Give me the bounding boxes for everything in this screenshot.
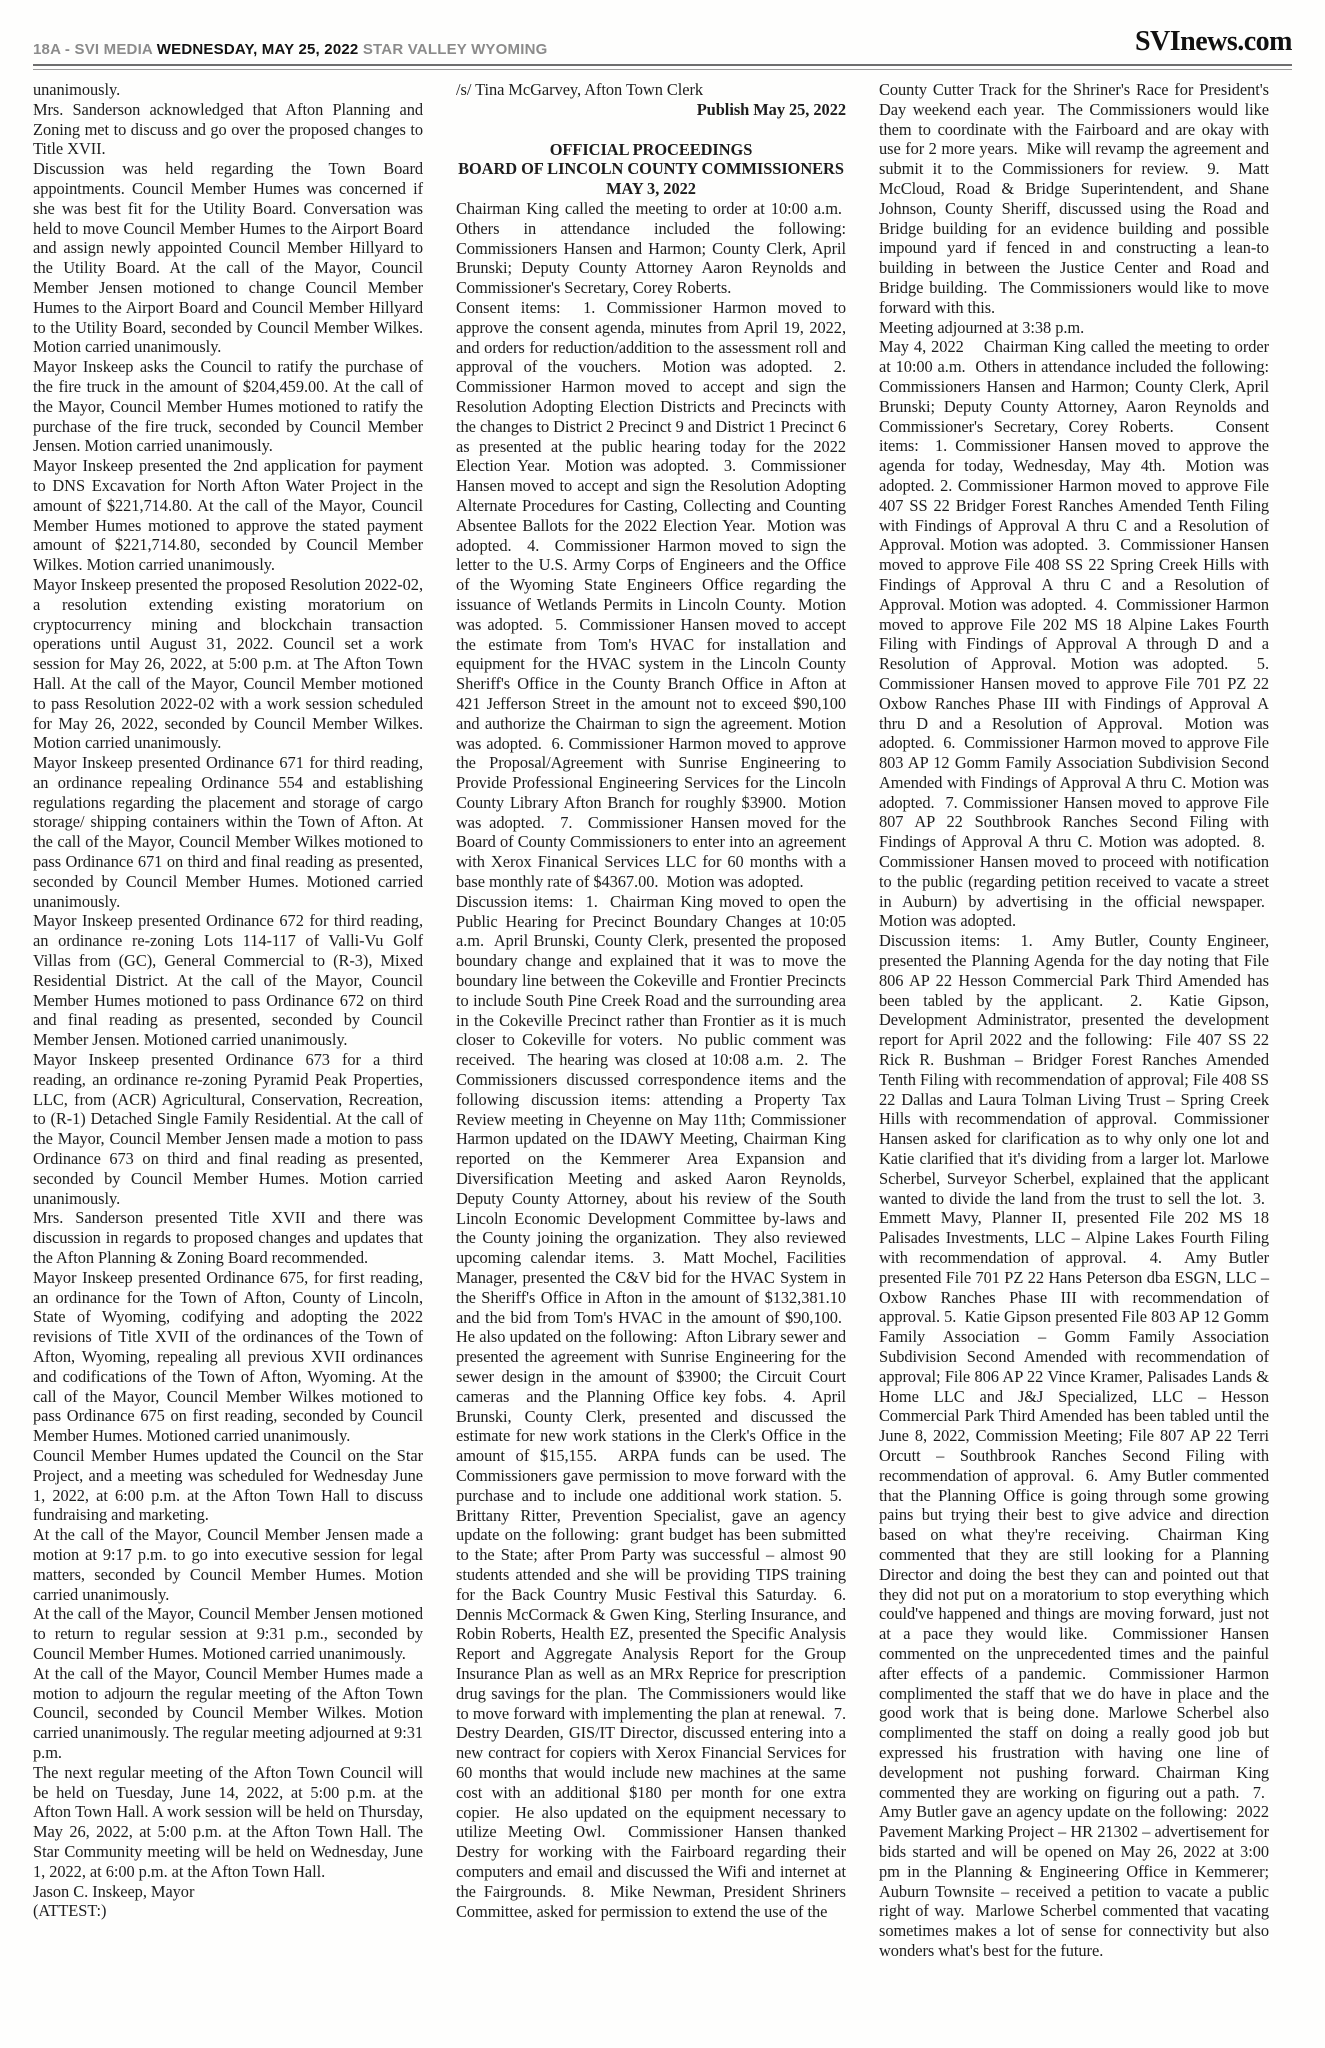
paragraph: Mrs. Sanderson acknowledged that Afton Planning and Zoning met to discuss and go over the proposed changes to Title XVII. (33, 99, 423, 159)
paragraph: May 4, 2022 Chairman King called the meeting to order at 10:00 a.m. Others in attendance included the following: Commissioners Hansen and Harmon; County Clerk, April Brunski; Deputy County Attorney, Aaron Reynolds and Commissioner's Secretary, Corey Roberts. Consent items: 1. Commissioner Hansen moved to approve the agenda for today, Wednesday, May 4th. Motion was adopted. 2. Commissioner Harmon moved to approve File 407 SS 22 Bridger Forest Ranches Amended Tenth Filing with Findings of Approval A thru C and a Resolution of Approval. Motion was adopted. 3. Commissioner Hansen moved to approve File 408 SS 22 Spring Creek Hills with Findings of Approval A thru C and a Resolution of Approval. Motion was adopted. 4. Commissioner Harmon moved to approve File 202 MS 18 Alpine Lakes Fourth Filing with Findings of Approval A through D and a Resolution of Approval. Motion was adopted. 5. Commissioner Hansen moved to approve File 701 PZ 22 Oxbow Ranches Phase III with Findings of Approval A thru D and a Resolution of Approval. Motion was adopted. 6. Commissioner Harmon moved to approve File 803 AP 12 Gomm Family Association Subdivision Second Amended with Findings of Approval A thru C. Motion was adopted. 7. Commissioner Hansen moved to approve File 807 AP 22 Southbrook Ranches Second Filing with Findings of Approval A thru C. Motion was adopted. 8. Commissioner Hansen moved to proceed with notification to the public (regarding petition received to vacate a street in Auburn) by advertising in the official newspaper. Motion was adopted. (879, 337, 1269, 931)
page-header-left (33, 41, 547, 58)
paragraph: Mayor Inskeep presented Ordinance 671 for third reading, an ordinance repealing Ordinance 554 and establishing regulations regarding the placement and storage of cargo storage/ shipping containers within the Town of Afton. At the call of the Mayor, Council Member Wilkes motioned to pass Ordinance 671 on third and final reading as presented, seconded by Council Member Humes. Motioned carried unanimously. (33, 753, 423, 911)
paragraph: County Cutter Track for the Shriner's Race for President's Day weekend each year. The Commissioners would like them to coordinate with the Fairboard and are okay with use for 2 more years. Mike will revamp the agreement and submit it to the Commissioners for review. 9. Matt McCloud, Road & Bridge Superintendent, and Shane Johnson, County Sheriff, discussed using the Road and Bridge building for an evidence building and possible impound yard if fenced in and constructing a lean-to building in between the Justice Center and Road and Bridge building. The Commissioners would like to move forward with this. (879, 80, 1269, 317)
attest-line: (ATTEST:) (33, 1901, 107, 1921)
paragraph: At the call of the Mayor, Council Member Jensen motioned to return to regular session at 9:31 p.m., seconded by Council Member Humes. Motioned carried unanimously. (33, 1604, 423, 1663)
paragraph: At the call of the Mayor, Council Member Jensen made a motion at 9:17 p.m. to go into executive session for legal matters, seconded by Council Member Humes. Motion carried unanimously. (33, 1525, 423, 1604)
proceedings-title: OFFICIAL PROCEEDINGS (549, 139, 753, 159)
issue-date: WEDNESDAY, MAY 25, 2022 (156, 41, 359, 58)
paragraph: unanimously. (33, 80, 121, 99)
paragraph: Mayor Inskeep presented the 2nd application for payment to DNS Excavation for North Afton Water Project in the amount of $221,714.80. At the call of the Mayor, Council Member Humes motioned to approve the stated payment amount of $221,714.80, seconded by Council Member Wilkes. Motion carried unanimously. (33, 456, 423, 575)
paragraph: Meeting adjourned at 3:38 p.m. (879, 317, 1085, 337)
paragraph: Discussion was held regarding the Town Board appointments. Council Member Humes was concerned if she was best fit for the Utility Board. Conversation was held to move Council Member Humes to the Airport Board and assign newly appointed Council Member Hillyard to the Utility Board. At the call of the Mayor, Council Member Jensen motioned to change Council Member Humes to the Airport Board and Council Member Hillyard to the Utility Board, seconded by Council Member Wilkes. Motion carried unanimously. (33, 159, 423, 357)
header-rule (33, 64, 1292, 70)
paragraph: Discussion items: 1. Chairman King moved to open the Public Hearing for Precinct Boundary Changes at 10:05 a.m. April Brunski, County Clerk, presented the proposed boundary change and explained that it was to move the boundary line between the Cokeville and Frontier Precincts to include South Pine Creek Road and the surrounding area in the Cokeville Precinct rather than Frontier as it is much closer to Cokeville for voters. No public comment was received. The hearing was closed at 10:08 a.m. 2. The Commissioners discussed correspondence items and the following discussion items: attending a Property Tax Review meeting in Cheyenne on May 11th; Commissioner Harmon updated on the IDAWY Meeting, Chairman King reported on the Kemmerer Area Expansion and Diversification Meeting and asked Aaron Reynolds, Deputy County Attorney, about his review of the South Lincoln Economic Development Committee by-laws and the County joining the organization. They also reviewed upcoming calendar items. 3. Matt Mochel, Facilities Manager, presented the C&V bid for the HVAC System in the Sheriff's Office in Afton in the amount of $132,381.10 and the bid from Tom's HVAC in the amount of $90,100. He also updated on the following: Afton Library sewer and presented the agreement with Sunrise Engineering for the sewer design in the amount of $3900; the Circuit Court cameras and the Planning Office key fobs. 4. April Brunski, County Clerk, presented and discussed the estimate for new work stations in the Clerk's Office in the amount of $15,155. ARPA funds can be used. The Commissioners gave permission to move forward with the purchase and to include one additional work station. 5. Brittany Ritter, Prevention Specialist, gave an agency update on the following: grant budget has been submitted to the State; after Prom Party was successful – almost 90 students attended and she will be providing TIPS training for the Back Country Music Festival this Saturday. 6. Dennis McCormack & Gwen King, Sterling Insurance, and Robin Roberts, Health EZ, presented the Specific Analysis Report and Aggregate Analysis Report for the Group Insurance Plan as well as an MRx Reprice for prescription drug savings for the plan. The Commissioners would like to move forward with implementing the plan at renewal. 7. Destry Dearden, GIS/IT Director, discussed entering into a new contract for copiers with Xerox Financial Services for 60 months that would include new machines at the same cost with an additional $180 per month for one extra copier. He also updated on the equipment necessary to utilize Meeting Owl. Commissioner Hansen thanked Destry for working with the Fairboard regarding their computers and email and discussed the Wifi and internet at the Fairgrounds. 8. Mike Newman, President Shriners Committee, asked for permission to extend the use of the (456, 891, 846, 1921)
paragraph: Chairman King called the meeting to order at 10:00 a.m. Others in attendance included the following: Commissioners Hansen and Harmon; County Clerk, April Brunski; Deputy County Attorney Aaron Reynolds and Commissioner's Secretary, Corey Roberts. (456, 198, 846, 298)
paragraph: Consent items: 1. Commissioner Harmon moved to approve the consent agenda, minutes from April 19, 2022, and orders for reduction/addition to the assessment roll and approval of the vouchers. Motion was adopted. 2. Commissioner Harmon moved to accept and sign the Resolution Adopting Election Districts and Precincts with the changes to District 2 Precinct 9 and District 1 Precinct 6 as presented at the public hearing today for the 2022 Election Year. Motion was adopted. 3. Commissioner Hansen moved to accept and sign the Resolution Adopting Alternate Procedures for Casting, Collecting and Counting Absentee Ballots for the 2022 Election Year. Motion was adopted. 4. Commissioner Harmon moved to sign the letter to the U.S. Army Corps of Engineers and the Office of the Wyoming State Engineers Office regarding the issuance of Wetlands Permits in Lincoln County. Motion was adopted. 5. Commissioner Hansen moved to accept the estimate from Tom's HVAC for installation and equipment for the HVAC system in the Lincoln County Sheriff's Office in the County Branch Office in Afton at 421 Jefferson Street in the amount not to exceed $90,100 and authorize the Chairman to sign the agreement. Motion was adopted. 6. Commissioner Harmon moved to approve the Proposal/Agreement with Sunrise Engineering to Provide Professional Engineering Services for the Lincoln County Library Afton Branch for roughly $3900. Motion was adopted. 7. Commissioner Hansen moved for the Board of County Commissioners to enter into an agreement with Xerox Finanical Services LLC for 60 months with a base monthly rate of $4367.00. Motion was adopted. (456, 297, 846, 892)
paragraph: Mayor Inskeep presented Ordinance 675, for first reading, an ordinance for the Town of Afton, County of Lincoln, State of Wyoming, codifying and adopting the 2022 revisions of Title XVII of the ordinances of the Town of Afton, Wyoming, repealing all previous XVII ordinances and codifications of the Town of Afton, Wyoming. At the call of the Mayor, Council Member Wilkes motioned to pass Ordinance 675 on first reading, seconded by Council Member Humes. Motioned carried unanimously. (33, 1267, 423, 1446)
publish-date-line: Publish May 25, 2022 (696, 99, 846, 119)
paragraph: At the call of the Mayor, Council Member Humes made a motion to adjourn the regular meeting of the Afton Town Council, seconded by Council Member Wilkes. Motion carried unanimously. The regular meeting adjourned at 9:31 p.m. (33, 1663, 423, 1762)
paragraph: Mayor Inskeep presented the proposed Resolution 2022-02, a resolution extending existing moratorium on cryptocurrency mining and blockchain transaction operations until August 31, 2022. Council set a work session for May 26, 2022, at 5:00 p.m. at The Afton Town Hall. At the call of the Mayor, Council Member motioned to pass Resolution 2022-02 with a work session scheduled for May 26, 2022, seconded by Council Member Wilkes. Motion carried unanimously. (33, 574, 423, 753)
paragraph: Council Member Humes updated the Council on the Star Project, and a meeting was scheduled for Wednesday June 1, 2022, at 6:00 p.m. at the Afton Town Hall to discuss fundraising and marketing. (33, 1445, 423, 1525)
column-1 (33, 80, 423, 1921)
paragraph: Mayor Inskeep asks the Council to ratify the purchase of the fire truck in the amount of $204,459.00. At the call of the Mayor, Council Member Humes motioned to ratify the purchase of the fire truck, seconded by Council Member Jensen. Motion carried unanimously. (33, 357, 423, 456)
clerk-signature: /s/ Tina McGarvey, Afton Town Clerk (456, 80, 704, 99)
paragraph: Mayor Inskeep presented Ordinance 672 for third reading, an ordinance re-zoning Lots 114-117 of Valli-Vu Golf Villas from (GC), General Commercial to (R-3), Mixed Residential District. At the call of the Mayor, Council Member Humes motioned to pass Ordinance 672 on third and final reading as presented, seconded by Council Member Jensen. Motioned carried unanimously. (33, 911, 423, 1050)
site-masthead: SVInews.com (1134, 26, 1292, 57)
paragraph: Mrs. Sanderson presented Title XVII and there was discussion in regards to proposed changes and updates that the Afton Planning & Zoning Board recommended. (33, 1208, 423, 1268)
column-2 (456, 80, 846, 1921)
mayor-signature: Jason C. Inskeep, Mayor (33, 1881, 195, 1901)
proceedings-date-line: MAY 3, 2022 (606, 179, 696, 199)
paragraph: Mayor Inskeep presented Ordinance 673 for a third reading, an ordinance re-zoning Pyramid Peak Properties, LLC, from (ACR) Agricultural, Conservation, Recreation, to (R-1) Detached Single Family Residential. At the call of the Mayor, Council Member Jensen made a motion to pass Ordinance 673 on third and final reading as presented, seconded by Council Member Humes. Motion carried unanimously. (33, 1050, 423, 1208)
page-header (33, 26, 1292, 58)
region-label: STAR VALLEY WYOMING (362, 41, 548, 58)
page-number-label: 18A - SVI MEDIA (33, 41, 153, 58)
article-columns (33, 80, 1269, 1961)
paragraph: The next regular meeting of the Afton Town Council will be held on Tuesday, June 14, 2022, at 5:00 p.m. at the Afton Town Hall. A work session will be held on Thursday, May 26, 2022, at 5:00 p.m. at the Afton Town Hall. The Star Community meeting will be held on Wednesday, June 1, 2022, at 6:00 p.m. at the Afton Town Hall. (33, 1762, 423, 1881)
column-3 (879, 80, 1269, 1961)
paragraph: Discussion items: 1. Amy Butler, County Engineer, presented the Planning Agenda for the day noting that File 806 AP 22 Hesson Commercial Park Third Amended has been tabled by the applicant. 2. Katie Gipson, Development Administrator, presented the development report for April 2022 and the following: File 407 SS 22 Rick R. Bushman – Bridger Forest Ranches Amended Tenth Filing with recommendation of approval; File 408 SS 22 Dallas and Laura Tolman Living Trust – Spring Creek Hills with recommendation of approval. Commissioner Hansen asked for clarification as to why only one lot and Katie clarified that it's dividing from a larger lot. Marlowe Scherbel, Surveyor Scherbel, explained that the applicant wanted to divide the land from the trust to sell the lot. 3. Emmett Mavy, Planner II, presented File 202 MS 18 Palisades Investments, LLC – Alpine Lakes Fourth Filing with recommendation of approval. 4. Amy Butler presented File 701 PZ 22 Hans Peterson dba ESGN, LLC – Oxbow Ranches Phase III with recommendation of approval. 5. Katie Gipson presented File 803 AP 12 Gomm Family Association – Gomm Family Association Subdivision Second Amended with recommendation of approval; File 806 AP 22 Vince Kramer, Palisades Lands & Home LLC and J&J Specialized, LLC – Hesson Commercial Park Third Amended has been tabled until the June 8, 2022, Commission Meeting; File 807 AP 22 Terri Orcutt – Southbrook Ranches Second Filing with recommendation of approval. 6. Amy Butler commented that the Planning Office is going through some growing pains but trying their best to give advice and direction based on what they're receiving. Chairman King commented that they are still looking for a Planning Director and doing the best they can and pointed out that they did not put on a moratorium to stop everything which could've happened and things are moving forward, just not at a pace they would like. Commissioner Hansen commented on the unprecedented times and the painful after effects of a pandemic. Commissioner Harmon complimented the staff that we do have in place and the good work that is being done. Marlowe Scherbel also complimented the staff on doing a really good job but expressed his frustration with having one line of development not pushing forward. Chairman King commented they are working on figuring out a path. 7. Amy Butler gave an agency update on the following: 2022 Pavement Marking Project – HR 21302 – advertisement for bids started and will be opened on May 26, 2022 at 3:00 pm in the Planning & Engineering Office in Kemmerer; Auburn Townsite – received a petition to vacate a public right of way. Marlowe Scherbel commented that vacating sometimes makes a lot of sense for connectivity but also wonders what's best for the future. (879, 931, 1269, 1960)
proceedings-board-line: BOARD OF LINCOLN COUNTY COMMISSIONERS (458, 159, 844, 179)
